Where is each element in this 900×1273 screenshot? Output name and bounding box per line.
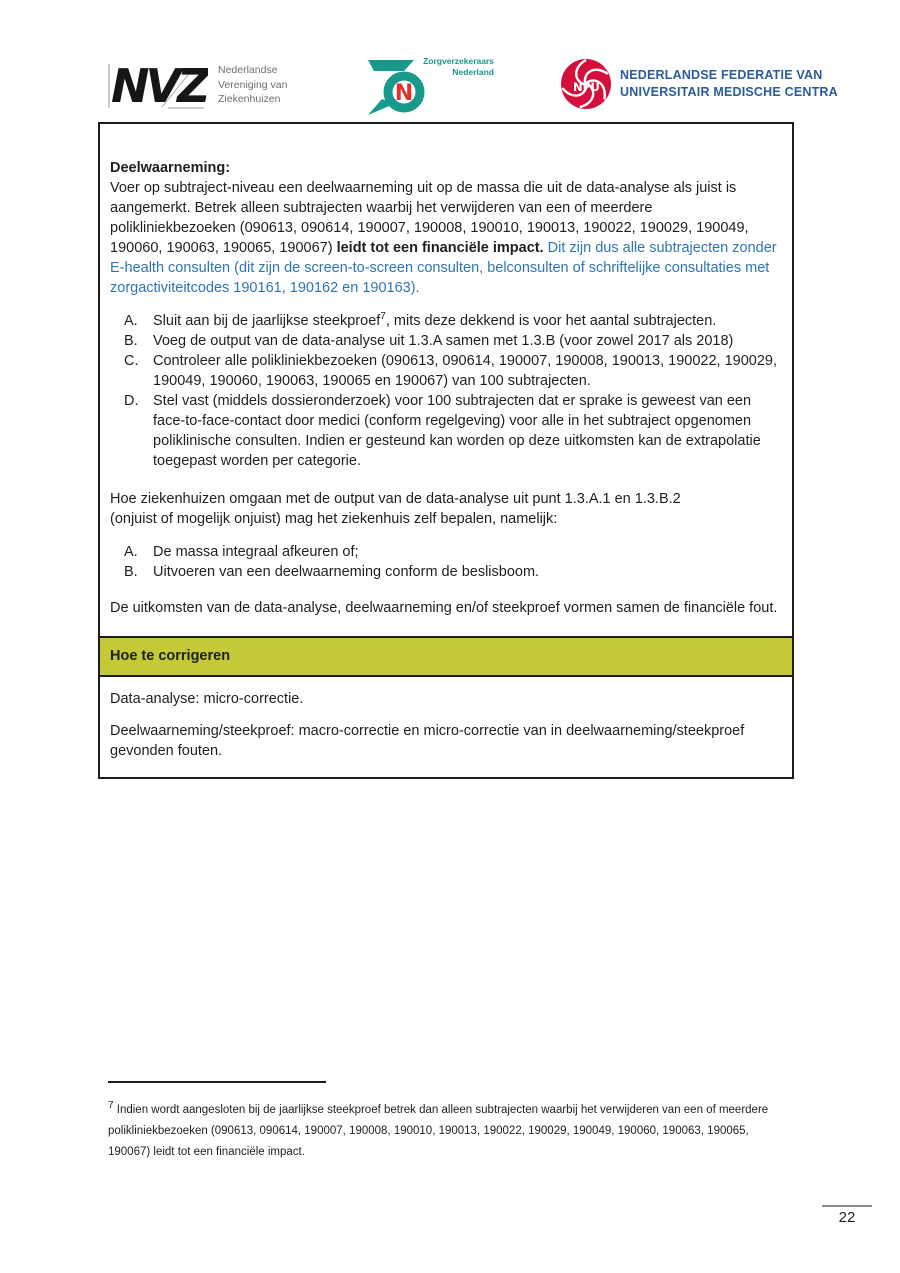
nvz-wordmark: Nederlandse Vereniging van Ziekenhuizen bbox=[218, 64, 288, 105]
intro-text-blue: Dit zijn dus alle subtrajecten zonder E-health consulten (dit zijn de screen-to-screen consulten, belconsulten of schriftelijke consultaties met zorgactiviteitcodes 190161, 190162 en 190163). bbox=[110, 240, 777, 296]
footnote-separator bbox=[108, 1081, 326, 1083]
nfu-logo-icon bbox=[560, 80, 612, 114]
list-item: D. Stel vast (middels dossieronderzoek) voor 100 subtrajecten dat er sprake is geweest van een face-to-face-contact door medici (conform regelgeving) voor alle in het subtraject opgenomen poliklinische consulten. Indien er gesteund kan worden op deze uitkomsten kan de extrapolatie toegepast worden per categorie. bbox=[124, 393, 761, 469]
nvz-letters: NVZ bbox=[111, 59, 207, 112]
paragraph-heading: Deelwaarneming: bbox=[110, 160, 231, 176]
correction-data-analyse: Data-analyse: micro-correctie. bbox=[110, 691, 304, 707]
page-number-rule bbox=[822, 1205, 872, 1207]
zn-letter-n: N bbox=[394, 81, 414, 106]
intro-text-normal: Voer op subtraject-niveau een deelwaarneming uit op de massa die uit de data-analyse als juist is aangemerkt. Betrek alleen subtrajecten waarbij het verwijderen van een of meerdere polikliniekbezoeken (090613, 090614, 190007, 190008, 190010, 190013, 190022, 190029, 190049, 190060, 190063, 190065, 190067) bbox=[110, 180, 749, 256]
paragraph-output-options: Hoe ziekenhuizen omgaan met de output van de data-analyse uit punt 1.3.A.1 en 1.3.B.2 (onjuist of mogelijk onjuist) mag het ziekenhuis zelf bepalen, namelijk: bbox=[110, 491, 681, 527]
zn-logo bbox=[358, 54, 498, 116]
nvz-logo bbox=[106, 58, 306, 114]
list-item: B. Uitvoeren van een deelwaarneming conform de beslisboom. bbox=[124, 564, 540, 580]
list-item: A. De massa integraal afkeuren of; bbox=[124, 544, 359, 560]
footnote-number: 7 bbox=[108, 1100, 114, 1112]
zn-wordmark: Zorgverzekeraars Nederland bbox=[423, 56, 494, 77]
list-item: A. Sluit aan bij de jaarlijkse steekproef$^7$, mits deze dekkend is voor het aantal subtrajecten. bbox=[124, 311, 717, 329]
section-header-bar: Hoe te corrigeren bbox=[100, 636, 792, 677]
nfu-logo bbox=[560, 58, 838, 114]
correction-deelwaarneming: Deelwaarneming/steekproef: macro-correctie en micro-correctie van in deelwaarneming/steekproef gevonden fouten. bbox=[110, 723, 745, 759]
nfu-letters: NFU bbox=[573, 80, 600, 94]
correction-section bbox=[100, 677, 792, 777]
nfu-wordmark: NEDERLANDSE FEDERATIE VAN UNIVERSITAIR MEDISCHE CENTRA bbox=[620, 68, 838, 99]
lettered-list-options bbox=[124, 542, 778, 582]
intro-text-bold: leidt tot een financiële impact. bbox=[336, 240, 544, 256]
page-number: 22 bbox=[838, 1209, 856, 1226]
list-item: B. Voeg de output van de data-analyse uit 1.3.A samen met 1.3.B (voor zowel 2017 als 2018) bbox=[124, 333, 734, 349]
lettered-list-steps bbox=[124, 311, 778, 471]
intro-paragraph bbox=[110, 158, 778, 298]
nvz-logo-icon bbox=[106, 59, 208, 116]
footnote-text: $^7$ Indien wordt aangesloten bij de jaarlijkse steekproef betrek dan alleen subtrajecten waarbij het verwijderen van een of meerdere polikliniekbezoeken (090613, 090614, 190007, 190008, 190010, 190013, 190022, 190029, 190049, 190060, 190063, 190065, 190067) leidt tot een financiële impact. bbox=[108, 1100, 769, 1158]
body-section bbox=[100, 124, 792, 636]
list-item: C. Controleer alle polikliniekbezoeken (090613, 090614, 190007, 190008, 190013, 190022, 190029, 190049, 190060, 190063, 190065 en 190067) van 100 subtrajecten. bbox=[124, 353, 778, 389]
content-box bbox=[98, 122, 794, 779]
paragraph-conclusion: De uitkomsten van de data-analyse, deelwaarneming en/of steekproef vormen samen de financiële fout. bbox=[110, 600, 778, 616]
footnote-ref: 7 bbox=[380, 311, 386, 323]
